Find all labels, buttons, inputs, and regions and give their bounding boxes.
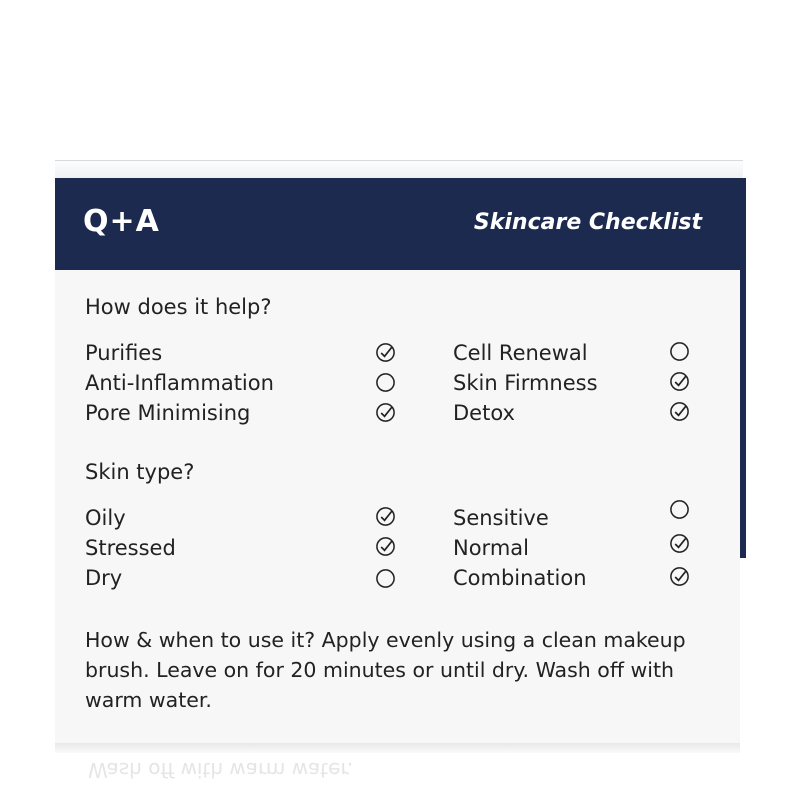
usage-instructions: How & when to use it? Apply evenly using a clean makeup brush. Leave on for 20 minutes or until dry. Wash off with warm water.: [85, 628, 686, 712]
checked-circle-icon: [669, 566, 690, 587]
empty-circle-icon: [375, 568, 396, 589]
skin-section-title: Skin type?: [85, 460, 195, 484]
skin-item-dry: Dry: [85, 566, 123, 590]
skin-item-stressed: Stressed: [85, 536, 176, 560]
help-item-purifies: Purifies: [85, 341, 163, 365]
empty-circle-icon: [375, 372, 396, 393]
checked-circle-icon: [669, 533, 690, 554]
help-item-skin-firmness: Skin Firmness: [453, 371, 598, 395]
help-item-anti-inflammation: Anti-Inflammation: [85, 371, 274, 395]
help-item-detox: Detox: [453, 401, 515, 425]
checked-circle-icon: [375, 402, 396, 423]
checked-circle-icon: [669, 371, 690, 392]
header-band: [55, 178, 740, 270]
product-box-front: [55, 178, 740, 743]
help-item-pore-minimising: Pore Minimising: [85, 401, 251, 425]
checked-circle-icon: [375, 342, 396, 363]
skin-item-combination: Combination: [453, 566, 587, 590]
empty-circle-icon: [669, 341, 690, 362]
help-item-cell-renewal: Cell Renewal: [453, 341, 588, 365]
checked-circle-icon: [375, 506, 396, 527]
empty-circle-icon: [669, 499, 690, 520]
surface-reflection: Wash off with warm water.: [88, 758, 354, 782]
skin-item-normal: Normal: [453, 536, 529, 560]
checked-circle-icon: [669, 401, 690, 422]
skin-item-sensitive: Sensitive: [453, 506, 549, 530]
help-section-title: How does it help?: [85, 295, 272, 319]
skin-item-oily: Oily: [85, 506, 126, 530]
brand-logo: Q+A: [83, 204, 160, 239]
checked-circle-icon: [375, 536, 396, 557]
header-title: Skincare Checklist: [473, 210, 702, 235]
